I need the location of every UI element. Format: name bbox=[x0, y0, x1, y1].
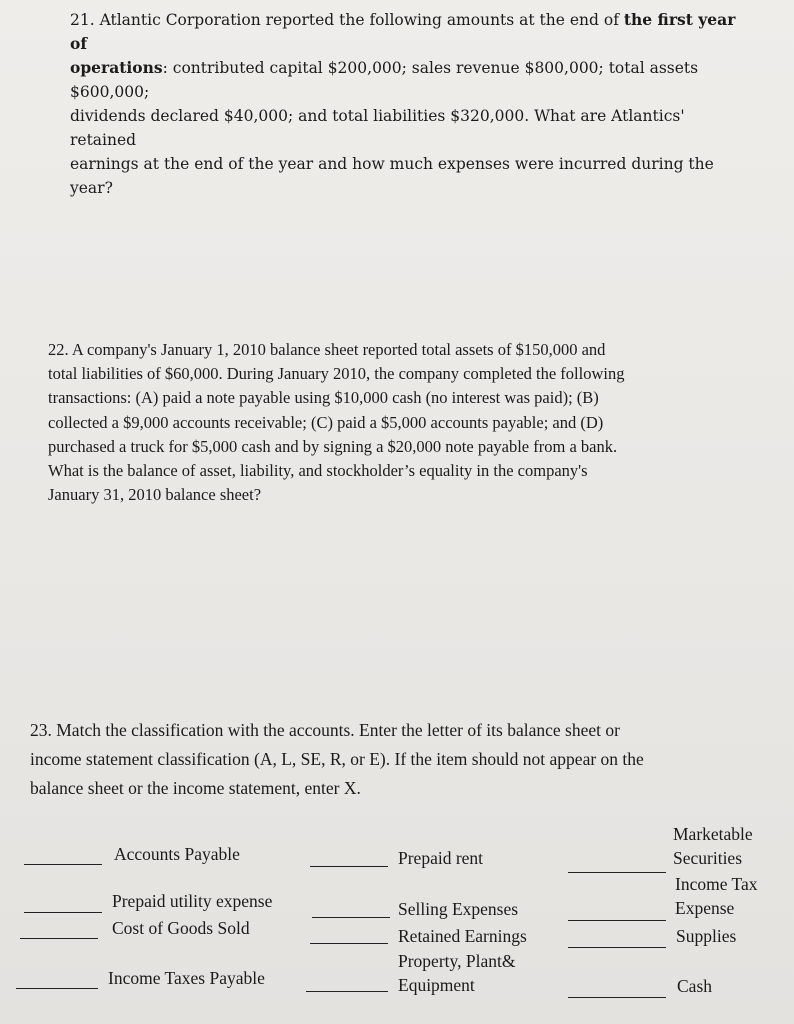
question-23 bbox=[30, 716, 750, 803]
q22-line-6: What is the balance of asset, liability, and stockholder’s equality in the company's bbox=[48, 461, 588, 481]
account-marketable-securities: Marketable Securities bbox=[673, 824, 753, 868]
account-selling-expenses: Selling Expenses bbox=[398, 899, 519, 919]
answer-blank-marketable-securities[interactable] bbox=[568, 872, 666, 873]
q21-line-1: 21. Atlantic Corporation reported the following amounts at the end of the first year of bbox=[70, 10, 736, 53]
account-prepaid-utility-expense: Prepaid utility expense bbox=[112, 891, 273, 911]
q22-line-7: January 31, 2010 balance sheet? bbox=[48, 485, 262, 505]
answer-blank-ppe[interactable] bbox=[306, 991, 388, 992]
answer-blank-income-taxes-payable[interactable] bbox=[16, 988, 98, 989]
q21-line-3: dividends declared $40,000; and total liabilities $320,000. What are Atlantics' retained bbox=[70, 107, 685, 149]
account-supplies: Supplies bbox=[676, 926, 737, 946]
answer-blank-income-tax-expense[interactable] bbox=[568, 920, 666, 921]
answer-blank-accounts-payable[interactable] bbox=[24, 864, 102, 865]
account-accounts-payable: Accounts Payable bbox=[114, 844, 240, 864]
q23-line-3: balance sheet or the income statement, enter X. bbox=[30, 778, 361, 798]
account-retained-earnings: Retained Earnings bbox=[398, 926, 527, 946]
answer-blank-prepaid-utility[interactable] bbox=[24, 912, 102, 913]
question-22 bbox=[48, 338, 738, 507]
q21-line-4: earnings at the end of the year and how much expenses were incurred during the year? bbox=[70, 155, 714, 197]
answer-blank-cogs[interactable] bbox=[20, 938, 98, 939]
q22-line-2: total liabilities of $60,000. During January 2010, the company completed the following bbox=[48, 364, 625, 384]
account-cost-of-goods-sold: Cost of Goods Sold bbox=[112, 918, 250, 938]
q23-line-1: 23. Match the classification with the accounts. Enter the letter of its balance sheet or bbox=[30, 720, 620, 740]
answer-blank-retained-earnings[interactable] bbox=[310, 943, 388, 944]
answer-blank-supplies[interactable] bbox=[568, 947, 666, 948]
answer-blank-cash[interactable] bbox=[568, 997, 666, 998]
account-property-plant-equipment: Property, Plant& Equipment bbox=[398, 951, 516, 995]
q23-line-2: income statement classification (A, L, SE, R, or E). If the item should not appear on the bbox=[30, 749, 644, 769]
q22-line-5: purchased a truck for $5,000 cash and by signing a $20,000 note payable from a bank. bbox=[48, 436, 618, 456]
account-cash: Cash bbox=[677, 976, 712, 996]
q21-line-2: operations: contributed capital $200,000; sales revenue $800,000; total assets $600,000; bbox=[70, 58, 699, 101]
answer-blank-prepaid-rent[interactable] bbox=[310, 866, 388, 867]
q22-line-4: collected a $9,000 accounts receivable; (C) paid a $5,000 accounts payable; and (D) bbox=[48, 412, 604, 432]
q22-line-1: 22. A company's January 1, 2010 balance sheet reported total assets of $150,000 and bbox=[48, 340, 606, 359]
answer-blank-selling-expenses[interactable] bbox=[312, 917, 390, 918]
account-income-taxes-payable: Income Taxes Payable bbox=[108, 968, 265, 988]
question-21 bbox=[70, 8, 750, 200]
account-income-tax-expense: Income Tax Expense bbox=[675, 874, 758, 918]
account-prepaid-rent: Prepaid rent bbox=[398, 848, 484, 868]
q22-line-3: transactions: (A) paid a note payable using $10,000 cash (no interest was paid); (B) bbox=[48, 388, 599, 408]
